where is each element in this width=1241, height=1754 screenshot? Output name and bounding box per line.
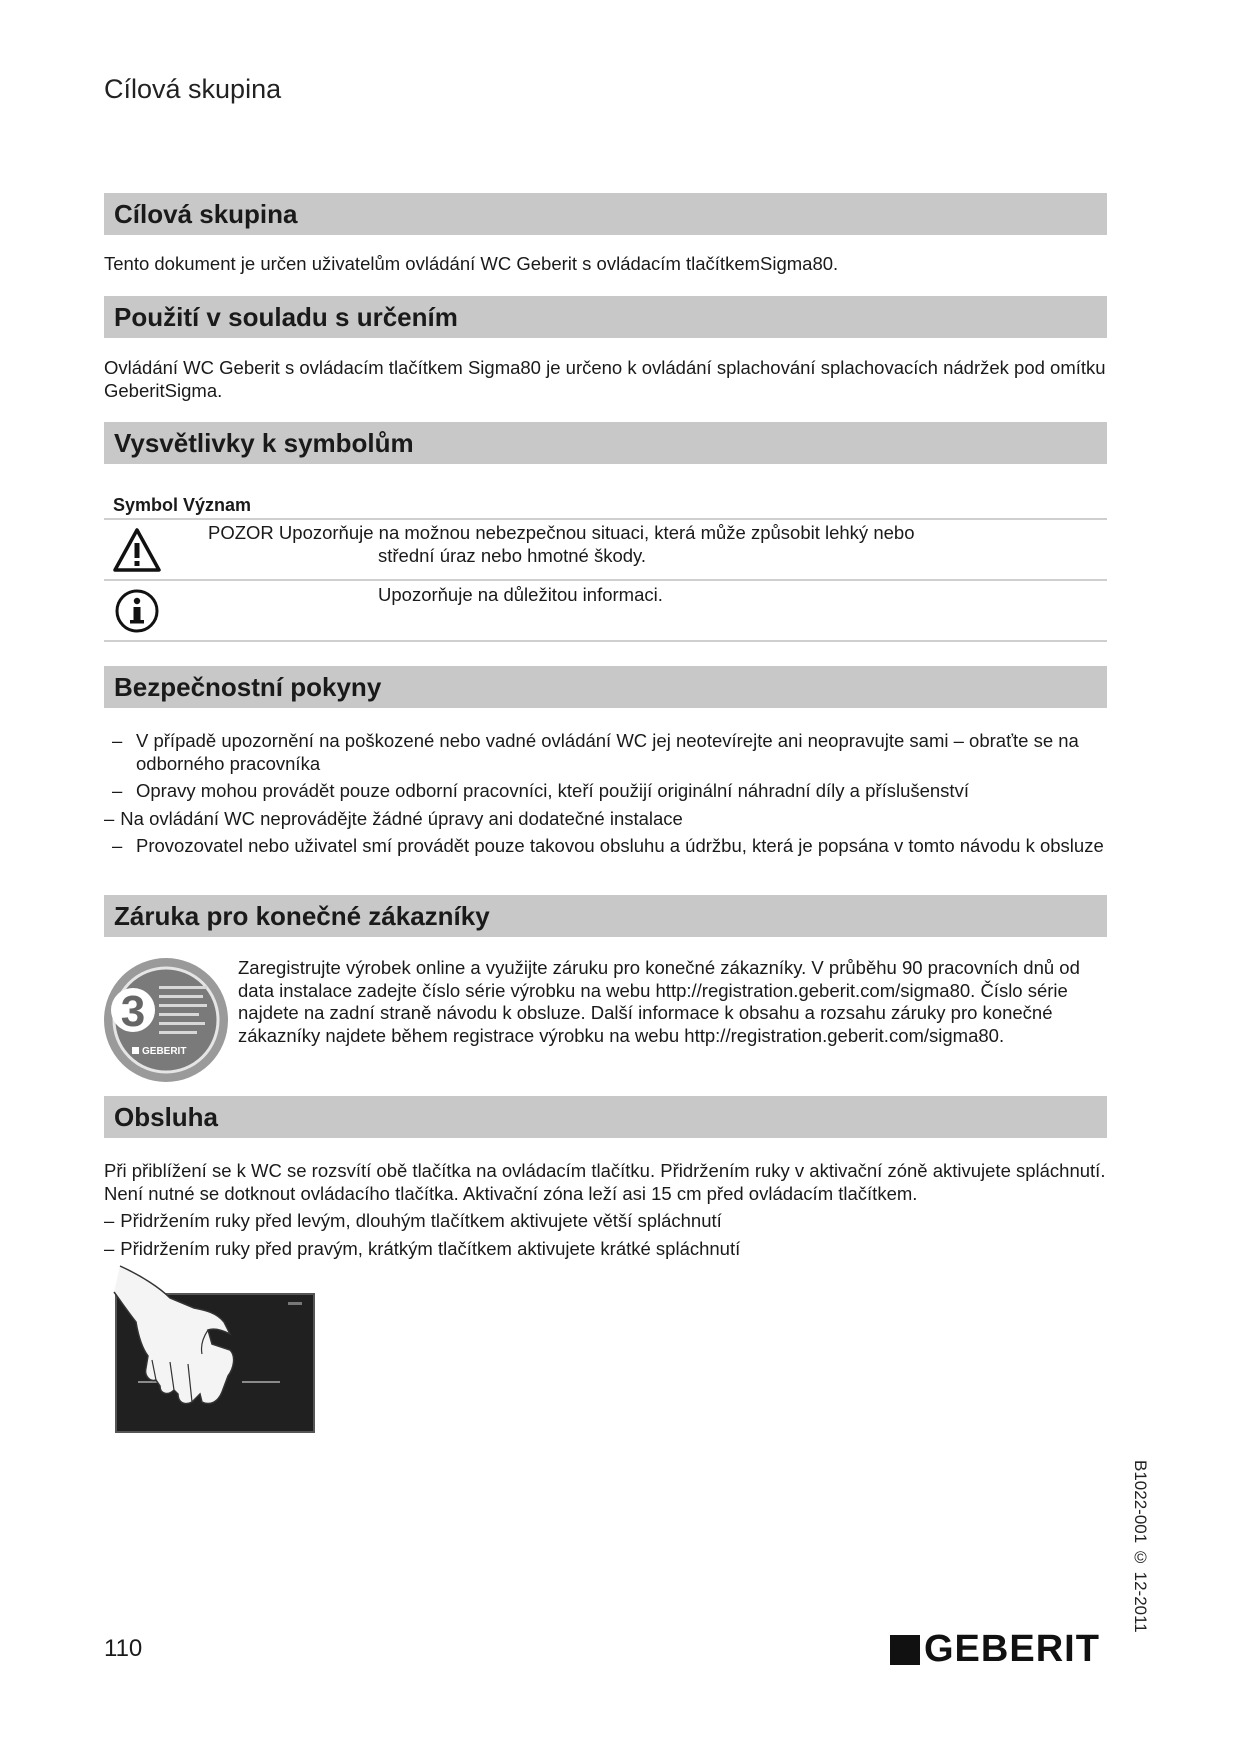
- symbols-table-header: Symbol Význam: [113, 495, 252, 515]
- running-head: Cílová skupina: [104, 74, 282, 104]
- symbol-row-warning-line1: POZOR Upozorňuje na možnou nebezpečnou situaci, která může způsobit lehký nebo: [208, 522, 915, 543]
- warranty-badge-brand: GEBERIT: [142, 1046, 187, 1057]
- target-text: Tento dokument je určen uživatelům ovládání WC Geberit s ovládacím tlačítkemSigma80.: [104, 253, 839, 274]
- list-item: – Opravy mohou provádět pouze odborní pracovníci, kteří použijí originální náhradní díly a příslušenství: [112, 780, 969, 801]
- page-number: 110: [104, 1635, 143, 1662]
- section-heading-target: Cílová skupina: [104, 193, 1107, 235]
- symbol-row-info-text: Upozorňuje na důležitou informaci.: [378, 584, 663, 605]
- use-text: Ovládání WC Geberit s ovládacím tlačítkem Sigma80 je určeno k ovládání splachování splachovacích nádržek pod omítku GeberitSigma.: [104, 357, 1106, 401]
- table-rule: [104, 518, 1107, 520]
- info-circle-icon: [114, 588, 160, 634]
- list-item: – Přidržením ruky před pravým, krátkým tlačítkem aktivujete krátké spláchnutí: [104, 1237, 741, 1259]
- section-heading-use: Použití v souladu s určením: [104, 296, 1107, 338]
- flush-plate-illustration: [112, 1264, 320, 1436]
- warning-triangle-icon: [112, 527, 162, 573]
- list-item: – V případě upozornění na poškozené nebo vadné ovládání WC jej neotevírejte ani neopravujte sami – obraťte se na odborného pracovníka: [112, 730, 1079, 774]
- section-heading-symbols: Vysvětlivky k symbolům: [104, 422, 1107, 464]
- warranty-badge-icon: [102, 956, 230, 1084]
- operation-text: Při přiblížení se k WC se rozsvítí obě tlačítka na ovládacím tlačítku. Přidržením ruky v aktivační zóně aktivujete spláchnutí. Není nutné se dotknout ovládacího tlačítka. Aktivační zóna leží asi 15 cm před ovládacím tlačítkem.: [104, 1160, 1106, 1204]
- list-item: – Provozovatel nebo uživatel smí provádět pouze takovou obsluhu a údržbu, která je popsána v tomto návodu k obsluze: [112, 835, 1104, 856]
- symbol-row-warning-line2: střední úraz nebo hmotné škody.: [378, 545, 647, 566]
- table-rule: [104, 579, 1107, 581]
- warranty-badge-number: 3: [120, 987, 146, 1036]
- logo-text: GEBERIT: [924, 1628, 1100, 1670]
- section-heading-operation: Obsluha: [104, 1096, 1107, 1138]
- list-item: – Na ovládání WC neprovádějte žádné úpravy ani dodatečné instalace: [104, 807, 683, 829]
- section-heading-warranty: Záruka pro konečné zákazníky: [104, 895, 1107, 937]
- section-heading-safety: Bezpečnostní pokyny: [104, 666, 1107, 708]
- safety-list: [104, 730, 1107, 858]
- table-rule: [104, 640, 1107, 642]
- logo-square-icon: [890, 1635, 920, 1665]
- warranty-text: Zaregistrujte výrobek online a využijte záruku pro konečné zákazníky. V průběhu 90 pracovních dnů od data instalace zadejte číslo série výrobku na webu http://registration.geberit.com/sigma80. Číslo série najdete na zadní straně návodu k obsluze. Další informace k obsahu a rozsahu záruky pro konečné zákazníky najdete během registrace výrobku na webu http://registration.geberit.com/sigma80.: [238, 957, 1080, 1046]
- geberit-logo: [890, 1628, 1100, 1671]
- document-code: B1022-001 © 12-2011: [1131, 1460, 1150, 1633]
- operation-list: [104, 1210, 1107, 1260]
- list-item: – Přidržením ruky před levým, dlouhým tlačítkem aktivujete větší spláchnutí: [104, 1210, 722, 1231]
